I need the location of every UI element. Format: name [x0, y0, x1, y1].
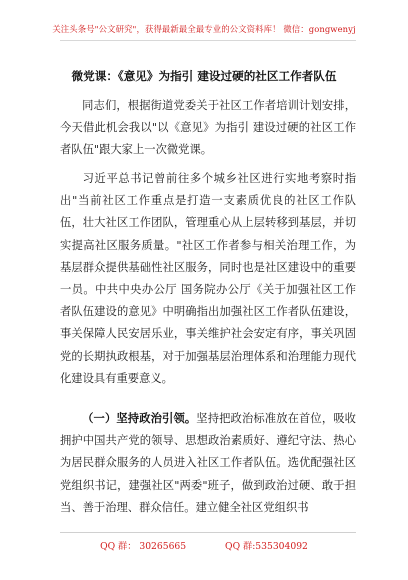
- paragraph-political-leadership-text: 坚持把政治标准放在首位，吸收拥护中国共产党的领导、思想政治素质好、遵纪守法、热心为居民群众服务的人员进入社区工作者队伍。选优配强社区党组织书记，建强社区"两委"班子，做到政治过硬、敢于担当、善于治理、群众信任。建立健全社区党组织书: [60, 412, 356, 514]
- footer-divider: [60, 532, 356, 533]
- paragraph-intro-text: 同志们，根据街道党委关于社区工作者培训计划安排，今天借此机会我以"以《意见》为指引 建设过硬的社区工作者队伍"跟大家上一次微党课。: [60, 99, 356, 157]
- header-notice: 关注头条号"公文研究"，获得最新最全最专业的公文资料库！ 微信：gongwenyj: [52, 24, 356, 34]
- header-divider: [60, 40, 356, 41]
- footer-qq-group-2: QQ 群:535304092: [225, 541, 308, 552]
- paragraph-political-leadership: [60, 407, 356, 519]
- paragraph-quote: [60, 168, 356, 390]
- paragraph-quote-text: 习近平总书记曾前往多个城乡社区进行实地考察时指出"当前社区工作重点是打造一支素质优良的社区工作队伍，壮大社区工作团队，管理重心从上层转移到基层，并切实提高社区服务质量。"社区工作者参与相关治理工作，为基层群众提供基础性社区服务，同时也是社区建设中的重要一员。中共中央办公厅 国务院办公厅《关于加强社区工作者队伍建设的意见》中明确指出加强社区工作者队伍建设，事关保障人民安居乐业，事关维护社会安定有序，事关巩固党的长期执政根基，对于加强基层治理体系和治理能力现代化建设具有重要意义。: [60, 172, 356, 385]
- paragraph-intro: [60, 95, 356, 162]
- footer: [0, 538, 408, 552]
- section-heading: （一）坚持政治引领。: [82, 411, 197, 425]
- footer-qq-group-1: QQ 群： 30265665: [100, 541, 187, 552]
- document-title: 微党课：《意见》为指引 建设过硬的社区工作者队伍: [71, 69, 337, 83]
